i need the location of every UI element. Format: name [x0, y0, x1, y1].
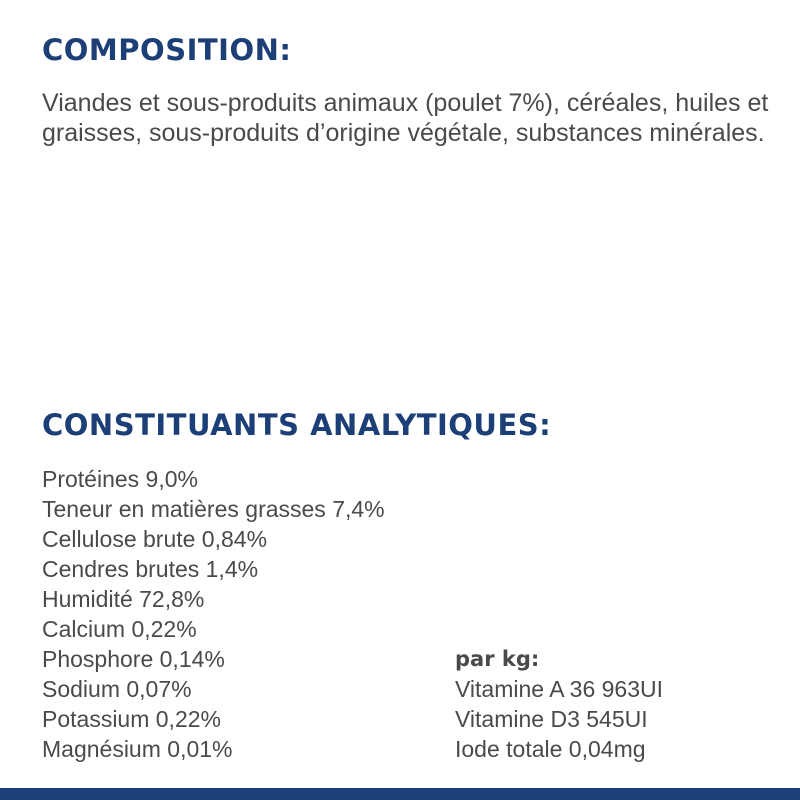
- list-item: Protéines 9,0%: [42, 466, 198, 492]
- per-kg-title: par kg:: [455, 647, 540, 671]
- list-item: Phosphore 0,14%: [42, 646, 225, 672]
- list-item: Cellulose brute 0,84%: [42, 526, 268, 552]
- bottom-bar: [0, 788, 800, 800]
- analytical-constituents-list: [42, 464, 385, 764]
- list-item: Magnésium 0,01%: [42, 736, 233, 762]
- list-item: Cendres brutes 1,4%: [42, 556, 259, 582]
- per-kg-list: [455, 674, 663, 764]
- list-item: Sodium 0,07%: [42, 676, 192, 702]
- per-kg-section: [455, 644, 663, 764]
- composition-heading: COMPOSITION:: [42, 33, 292, 67]
- composition-text: Viandes et sous-produits animaux (poulet 7%), céréales, huiles et graisses, sous-produits d’origine végétale, substances minérales.: [42, 89, 769, 147]
- list-item: Vitamine D3 545UI: [455, 706, 648, 732]
- list-item: Iode totale 0,04mg: [455, 736, 646, 762]
- list-item: Teneur en matières grasses 7,4%: [42, 496, 385, 522]
- list-item: Vitamine A 36 963UI: [455, 676, 663, 702]
- list-item: Humidité 72,8%: [42, 586, 205, 612]
- list-item: Calcium 0,22%: [42, 616, 197, 642]
- analytical-constituents-heading: CONSTITUANTS ANALYTIQUES:: [42, 408, 552, 442]
- list-item: Potassium 0,22%: [42, 706, 221, 732]
